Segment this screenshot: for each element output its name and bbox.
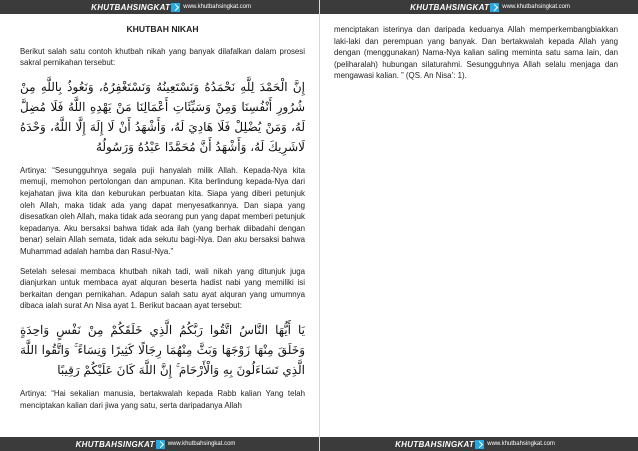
right-content — [334, 24, 618, 90]
left-content — [20, 24, 305, 419]
brand-logo[interactable] — [91, 0, 259, 14]
brand-url-right[interactable]: www.khutbahsingkat.com — [502, 4, 570, 10]
footer-brand-url-right[interactable]: www.khutbahsingkat.com — [487, 441, 555, 447]
footer-checkmark-icon — [156, 440, 165, 449]
checkmark-icon-right — [490, 3, 499, 12]
footer-bar — [0, 437, 319, 451]
intro-paragraph: Berikut salah satu contoh khutbah nikah yang banyak dilafalkan dalam prosesi sakral pernikahan tersebut: — [20, 46, 305, 68]
footer-bar-right — [320, 437, 638, 451]
continuation-paragraph: menciptakan isterinya dan daripada keduanya Allah memperkembangbiakkan laki-laki dan perempuan yang banyak. Dan bertakwalah kepada Allah yang dengan (menggunakan) Nama-Nya kalian saling meminta satu sama lain, dan (peliharalah) hubungan silaturahmi. Sesungguhnya Allah selalu menjaga dan mengawasi kalian. ” (QS. An Nisa’: 1). — [334, 25, 618, 81]
brand-name: KHUTBAHSINGKAT — [91, 2, 171, 12]
arabic-ayat-text: يَا أَيُّهَا النَّاسُ اتَّقُوا رَبَّكُمُ الَّذِي خَلَقَكُمْ مِنْ نَفْسٍ وَاحِدَةٍ وَخَلَقَ مِنْهَا زَوْجَهَا وَبَثَّ مِنْهُمَا رِجَالًا كَثِيرًا وَنِسَاءً ۚ وَاتَّقُوا اللَّهَ الَّذِي تَسَاءَلُونَ بِهِ وَالْأَرْحَامَ ۚ إِنَّ اللَّهَ كَانَ عَلَيْكُمْ رَقِيبًا — [20, 322, 305, 377]
body-paragraph: Setelah selesai membaca khutbah nikah tadi, wali nikah yang ditunjuk juga dianjurkan untuk membaca ayat alquran beserta hadist nabi yang memiliki isi berkaitan dengan pernikahan. Adapun salah satu ayat alquran yang umumnya dibaca ialah surat An Nisa ayat 1. Berikut bacaan ayat tersebut: — [20, 266, 305, 311]
brand-name-right: KHUTBAHSINGKAT — [410, 2, 490, 12]
translation-paragraph: Artinya: “Sesungguhnya segala puji hanyalah milik Allah. Kepada-Nya kita memuji, memohon pertolongan dan ampunan. Kita berlindung kepada-Nya dari kejahatan jiwa kita dan keburukan perbuatan kita. Siapa yang diberi petunjuk oleh Allah, maka tidak ada yang dapat menyesatkannya. Dan siapa yang disesatkan oleh Allah, maka tidak ada seorang pun yang dapat memberi petunjuk kepadanya. Aku bersaksi bahwa tidak ada ilah (yang berhak diibadahi dengan benar) selain Allah semata, tidak ada sekutu bagi-Nya. Dan aku bersaksi bahwa Muhammad adalah hamba dan Rasul-Nya.” — [20, 165, 305, 256]
page-title: KHUTBAH NIKAH — [126, 24, 199, 34]
footer-checkmark-icon-right — [475, 440, 484, 449]
header-bar-right — [320, 0, 638, 14]
ayat-translation-paragraph: Artinya: “Hai sekalian manusia, bertakwalah kepada Rabb kalian Yang telah menciptakan kalian dari jiwa yang satu, serta daripadanya Allah — [20, 388, 305, 410]
header-bar — [0, 0, 319, 14]
brand-url[interactable]: www.khutbahsingkat.com — [183, 4, 251, 10]
footer-brand-url[interactable]: www.khutbahsingkat.com — [167, 441, 236, 447]
footer-brand-name-right: KHUTBAHSINGKAT — [395, 439, 475, 449]
footer-brand-logo-right[interactable] — [395, 437, 563, 451]
right-page — [319, 0, 638, 451]
footer-brand-name: KHUTBAHSINGKAT — [75, 439, 155, 449]
footer-brand-logo[interactable] — [76, 437, 244, 451]
arabic-khutbah-text: إِنَّ الْحَمْدَ لِلَّهِ نَحْمَدُهُ وَنَسْتَعِينُهُ وَنَسْتَغْفِرُهُ، وَنَعُوذُ بِاللَّهِ مِنْ شُرُورِ أَنْفُسِنَا وَمِنْ وَسَيِّئَاتِ أَعْمَالِنَا مَنْ يَهْدِهِ اللَّهُ فَلَا مُضِلَّ لَهُ، وَمَنْ يُضْلِلْ فَلَا هَادِيَ لَهُ، وَأَشْهَدُ أَنْ لَا إِلَهَ إِلَّا اللَّهُ، وَحْدَهُ لَاشَرِيكَ لَهُ، وَأَشْهَدُ أَنَّ مُحَمَّدًا عَبْدُهُ وَرَسُولُهُ — [20, 79, 305, 154]
brand-logo-right[interactable] — [410, 0, 578, 14]
checkmark-icon — [171, 3, 180, 12]
